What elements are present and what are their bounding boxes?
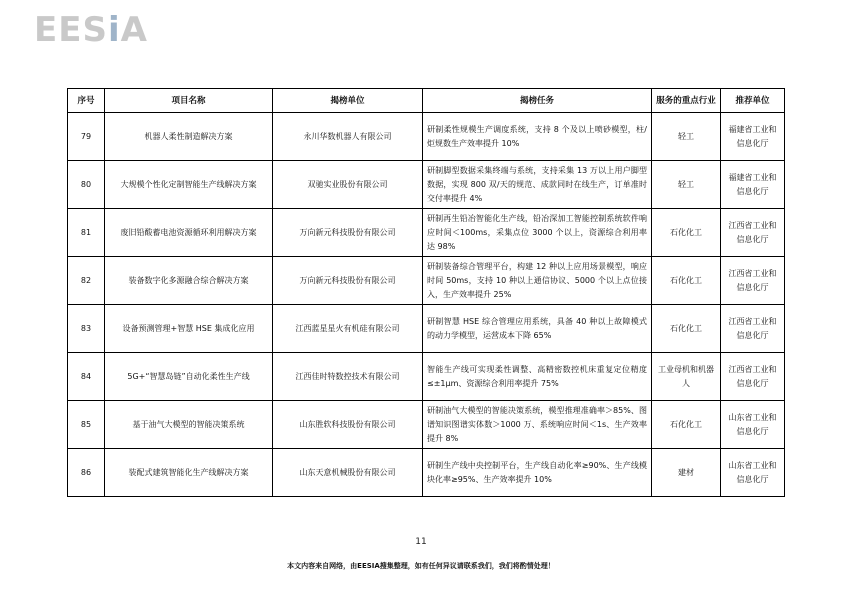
page-number: 11 bbox=[415, 537, 427, 547]
cell-project-name: 机器人柔性制造解决方案 bbox=[105, 113, 273, 161]
cell-recommender: 江西省工业和信息化厅 bbox=[721, 209, 785, 257]
table-row bbox=[68, 209, 785, 257]
cell-unit: 江西蓝星星火有机硅有限公司 bbox=[273, 305, 423, 353]
header-unit: 揭榜单位 bbox=[273, 89, 423, 113]
cell-task: 研制装备综合管理平台，构建 12 种以上应用场景模型，响应时间 50ms，支持 10 种以上通信协议、5000 个以上点位接入，生产效率提升 25% bbox=[423, 257, 652, 305]
cell-project-name: 装备数字化多源融合综合解决方案 bbox=[105, 257, 273, 305]
cell-recommender: 江西省工业和信息化厅 bbox=[721, 353, 785, 401]
logo-text-accent: i bbox=[107, 10, 121, 50]
cell-project-name: 5G+“智慧岛链”自动化柔性生产线 bbox=[105, 353, 273, 401]
logo-text-main: EES bbox=[34, 10, 108, 50]
cell-task: 研制脚型数据采集终端与系统，支持采集 13 万以上用户脚型数据，实现 800 双/天的规范、成款同时在线生产，订单准时交付率提升 4% bbox=[423, 161, 652, 209]
cell-project-name: 设备预测管理+智慧 HSE 集成化应用 bbox=[105, 305, 273, 353]
cell-task: 研制智慧 HSE 综合管理应用系统，具备 40 种以上故障模式的动力学模型，运营成本下降 65% bbox=[423, 305, 652, 353]
cell-no: 83 bbox=[68, 305, 105, 353]
cell-unit: 万向新元科技股份有限公司 bbox=[273, 209, 423, 257]
cell-no: 84 bbox=[68, 353, 105, 401]
cell-industry: 石化化工 bbox=[652, 209, 721, 257]
cell-industry: 轻工 bbox=[652, 161, 721, 209]
cell-project-name: 装配式建筑智能化生产线解决方案 bbox=[105, 449, 273, 497]
cell-industry: 工业母机和机器人 bbox=[652, 353, 721, 401]
table-row bbox=[68, 113, 785, 161]
cell-project-name: 废旧铅酸蓄电池资源循环利用解决方案 bbox=[105, 209, 273, 257]
cell-recommender: 山东省工业和信息化厅 bbox=[721, 449, 785, 497]
cell-unit: 双驰实业股份有限公司 bbox=[273, 161, 423, 209]
table-row bbox=[68, 161, 785, 209]
cell-unit: 山东天意机械股份有限公司 bbox=[273, 449, 423, 497]
cell-task: 研制再生铅冶智能化生产线，铅冶深加工智能控制系统软件响应时间＜100ms，采集点位 3000 个以上，资源综合利用率达 98% bbox=[423, 209, 652, 257]
cell-task: 研制柔性规模生产调度系统，支持 8 个及以上喷砂模型，柱/炬规数生产效率提升 10% bbox=[423, 113, 652, 161]
table-row bbox=[68, 449, 785, 497]
footer-disclaimer: 本文内容来自网络，由EESIA搜集整理，如有任何异议请联系我们，我们将酌情处理！ bbox=[287, 562, 555, 570]
cell-task: 智能生产线可实现柔性调整、高精密数控机床重复定位精度≤±1μm、资源综合利用率提升 75% bbox=[423, 353, 652, 401]
logo-text-tail: A bbox=[120, 10, 148, 50]
table-row bbox=[68, 305, 785, 353]
cell-industry: 石化化工 bbox=[652, 305, 721, 353]
cell-no: 80 bbox=[68, 161, 105, 209]
cell-unit: 江西佳时特数控技术有限公司 bbox=[273, 353, 423, 401]
cell-no: 82 bbox=[68, 257, 105, 305]
cell-industry: 石化化工 bbox=[652, 401, 721, 449]
cell-industry: 轻工 bbox=[652, 113, 721, 161]
cell-unit: 山东胜软科技股份有限公司 bbox=[273, 401, 423, 449]
cell-no: 85 bbox=[68, 401, 105, 449]
project-table bbox=[67, 88, 785, 497]
cell-recommender: 福建省工业和信息化厅 bbox=[721, 113, 785, 161]
cell-recommender: 江西省工业和信息化厅 bbox=[721, 257, 785, 305]
cell-project-name: 基于油气大模型的智能决策系统 bbox=[105, 401, 273, 449]
cell-recommender: 山东省工业和信息化厅 bbox=[721, 401, 785, 449]
header-no: 序号 bbox=[68, 89, 105, 113]
table-row bbox=[68, 353, 785, 401]
table-body bbox=[68, 113, 785, 497]
cell-no: 79 bbox=[68, 113, 105, 161]
table-row bbox=[68, 257, 785, 305]
header-recommender: 推荐单位 bbox=[721, 89, 785, 113]
table-header bbox=[68, 89, 785, 113]
cell-recommender: 福建省工业和信息化厅 bbox=[721, 161, 785, 209]
cell-no: 86 bbox=[68, 449, 105, 497]
header-task: 揭榜任务 bbox=[423, 89, 652, 113]
cell-task: 研制油气大模型的智能决策系统，模型推理准确率＞85%、图谱知识图谱实体数＞1000 万、系统响应时间＜1s、生产效率提升 8% bbox=[423, 401, 652, 449]
cell-recommender: 江西省工业和信息化厅 bbox=[721, 305, 785, 353]
header-industry: 服务的重点行业 bbox=[652, 89, 721, 113]
cell-unit: 永川华数机器人有限公司 bbox=[273, 113, 423, 161]
cell-no: 81 bbox=[68, 209, 105, 257]
cell-unit: 万向新元科技股份有限公司 bbox=[273, 257, 423, 305]
cell-task: 研制生产线中央控制平台，生产线自动化率≥90%、生产线模块化率≥95%、生产效率提升 10% bbox=[423, 449, 652, 497]
table-row bbox=[68, 401, 785, 449]
header-project-name: 项目名称 bbox=[105, 89, 273, 113]
cell-industry: 建材 bbox=[652, 449, 721, 497]
cell-project-name: 大规模个性化定制智能生产线解决方案 bbox=[105, 161, 273, 209]
eesia-logo bbox=[34, 10, 148, 50]
header-row bbox=[68, 89, 785, 113]
cell-industry: 石化化工 bbox=[652, 257, 721, 305]
